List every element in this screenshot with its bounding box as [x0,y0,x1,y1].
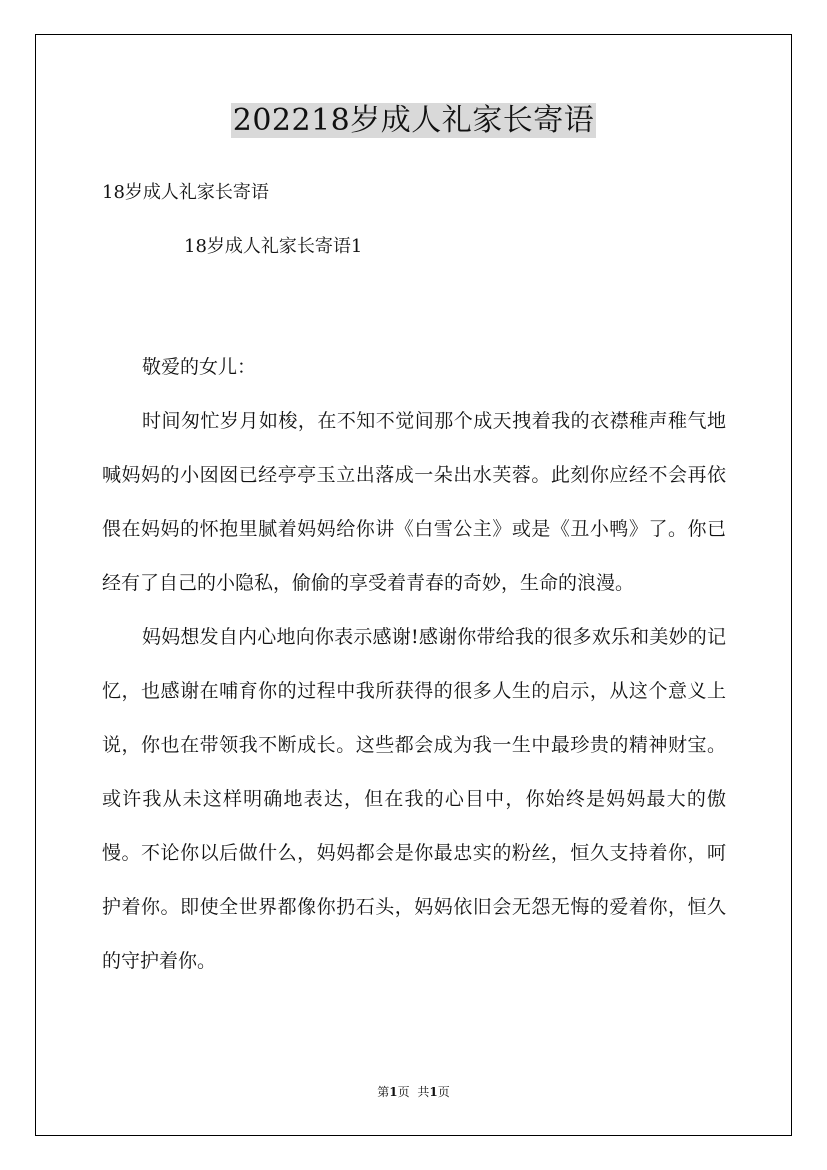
page-label-suffix: 页 [397,1085,410,1099]
letter-paragraph: 妈妈想发自内心地向你表示感谢!感谢你带给我的很多欢乐和美妙的记忆，也感谢在哺育你的过程中我所获得的很多人生的启示，从这个意义上说，你也在带领我不断成长。这些都会成为我一生中最珍贵的精神财宝。或许我从未这样明确地表达，但在我的心目中，你始终是妈妈最大的傲慢。不论你以后做什么，妈妈都会是你最忠实的粉丝，恒久支持着你，呵护着你。即使全世界都像你扔石头，妈妈依旧会无怨无悔的爱着你，恒久的守护着你。 [102,626,726,972]
section-heading: 18岁成人礼家长寄语1 [184,236,363,257]
letter-paragraph: 时间匆忙岁月如梭，在不知不觉间那个成天拽着我的衣襟稚声稚气地喊妈妈的小囡囡已经亭亭玉立出落成一朵出水芙蓉。此刻你应经不会再依偎在妈妈的怀抱里腻着妈妈给你讲《白雪公主》或是《丑小鸭》了。你已经有了自己的小隐私，偷偷的享受着青春的奇妙，生命的浪漫。 [102,410,726,594]
letter-body [102,340,726,988]
total-pages: 1 [429,1085,438,1099]
document-title-text: 202218岁成人礼家长寄语 [232,103,595,138]
document-subtitle: 18岁成人礼家长寄语 [102,182,269,203]
total-label-suffix: 页 [437,1085,450,1099]
page-label-prefix: 第 [377,1085,390,1099]
total-label-prefix: 共 [417,1085,430,1099]
page-footer [0,1084,827,1100]
document-title [0,100,827,142]
letter-greeting: 敬爱的女儿： [142,356,257,378]
page-number: 1 [389,1085,398,1099]
